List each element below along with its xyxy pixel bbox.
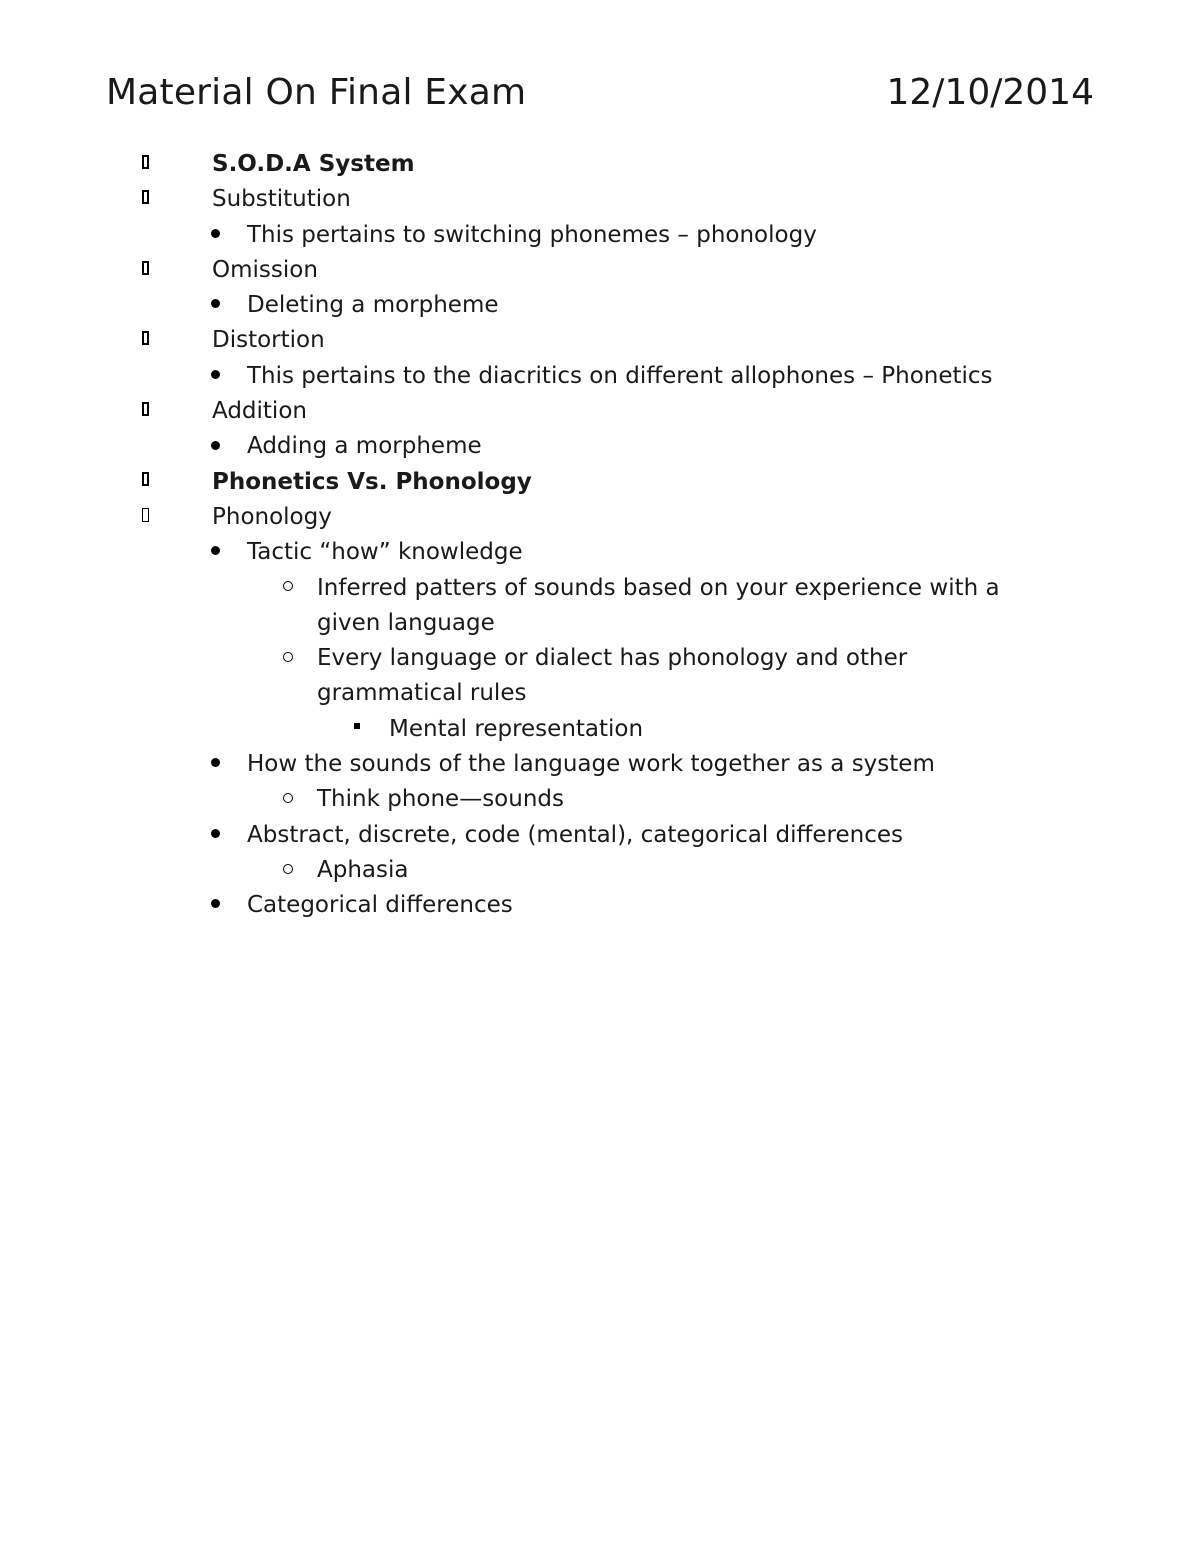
bullet-dot-icon: [211, 288, 220, 323]
outline-item: [0, 288, 1200, 323]
box-icon: [142, 147, 149, 182]
outline-item-text: Distortion: [212, 327, 325, 354]
outline-item-text: grammatical rules: [317, 680, 527, 707]
bullet-ring-icon: [283, 641, 293, 676]
outline-item-text: Deleting a morpheme: [247, 292, 499, 319]
outline-item-text: Think phone—sounds: [317, 786, 564, 813]
bullet-dot-icon: [211, 429, 220, 464]
box-icon: [142, 465, 149, 500]
outline-item: [0, 712, 1200, 747]
outline-item-text: Aphasia: [317, 856, 409, 883]
box-icon: [142, 323, 149, 358]
outline-item-text: This pertains to the diacritics on different allophones – Phonetics: [247, 362, 993, 389]
outline-item: [0, 571, 1200, 606]
bullet-ring-icon: [283, 782, 293, 817]
outline-item-text: This pertains to switching phonemes – phonology: [247, 221, 817, 248]
outline-item-text: Phonology: [212, 503, 332, 530]
outline-item-text: given language: [317, 609, 495, 636]
outline-item-text: S.O.D.A System: [212, 151, 415, 177]
outline-item: [0, 782, 1200, 817]
outline-item: [0, 323, 1200, 358]
outline-item: [0, 182, 1200, 217]
outline-item: [0, 641, 1200, 676]
outline-item: [0, 394, 1200, 429]
bullet-dot-icon: [211, 747, 220, 782]
notes-outline: [0, 147, 1200, 924]
outline-item-text: Tactic “how” knowledge: [247, 539, 523, 566]
outline-item: [0, 500, 1200, 535]
outline-item-text: Mental representation: [389, 715, 644, 742]
outline-item: [0, 218, 1200, 253]
outline-item: [0, 429, 1200, 464]
outline-item-text: Omission: [212, 256, 318, 283]
bullet-dot-icon: [211, 818, 220, 853]
outline-item: [0, 535, 1200, 570]
bullet-ring-icon: [283, 853, 293, 888]
outline-item-text: Abstract, discrete, code (mental), categorical differences: [247, 821, 903, 848]
outline-item: [0, 359, 1200, 394]
outline-item-text: Categorical differences: [247, 892, 513, 919]
box-icon: [142, 182, 149, 217]
outline-item: [0, 465, 1200, 500]
box-icon: [142, 253, 149, 288]
outline-item: [0, 818, 1200, 853]
outline-item-text: Inferred patters of sounds based on your experience with a: [317, 574, 1000, 601]
bullet-dot-icon: [211, 535, 220, 570]
outline-item-text: Addition: [212, 398, 307, 425]
outline-item: [0, 853, 1200, 888]
outline-item-text: Phonetics Vs. Phonology: [212, 468, 532, 495]
outline-item-text: Adding a morpheme: [247, 433, 482, 460]
document-title: Material On Final Exam: [106, 72, 527, 113]
bullet-square-icon: [354, 712, 360, 747]
outline-item-continuation: [0, 676, 1200, 711]
outline-item: [0, 147, 1200, 182]
bullet-dot-icon: [211, 359, 220, 394]
outline-item: [0, 747, 1200, 782]
outline-item: [0, 253, 1200, 288]
box-icon: [142, 500, 149, 535]
bullet-dot-icon: [211, 888, 220, 923]
bullet-ring-icon: [283, 571, 293, 606]
outline-item-continuation: [0, 606, 1200, 641]
outline-item-text: Every language or dialect has phonology and other: [317, 645, 908, 672]
outline-item-text: Substitution: [212, 186, 351, 213]
box-icon: [142, 394, 149, 429]
bullet-dot-icon: [211, 218, 220, 253]
document-date: 12/10/2014: [886, 72, 1094, 113]
outline-item: [0, 888, 1200, 923]
outline-item-text: How the sounds of the language work together as a system: [247, 751, 935, 778]
